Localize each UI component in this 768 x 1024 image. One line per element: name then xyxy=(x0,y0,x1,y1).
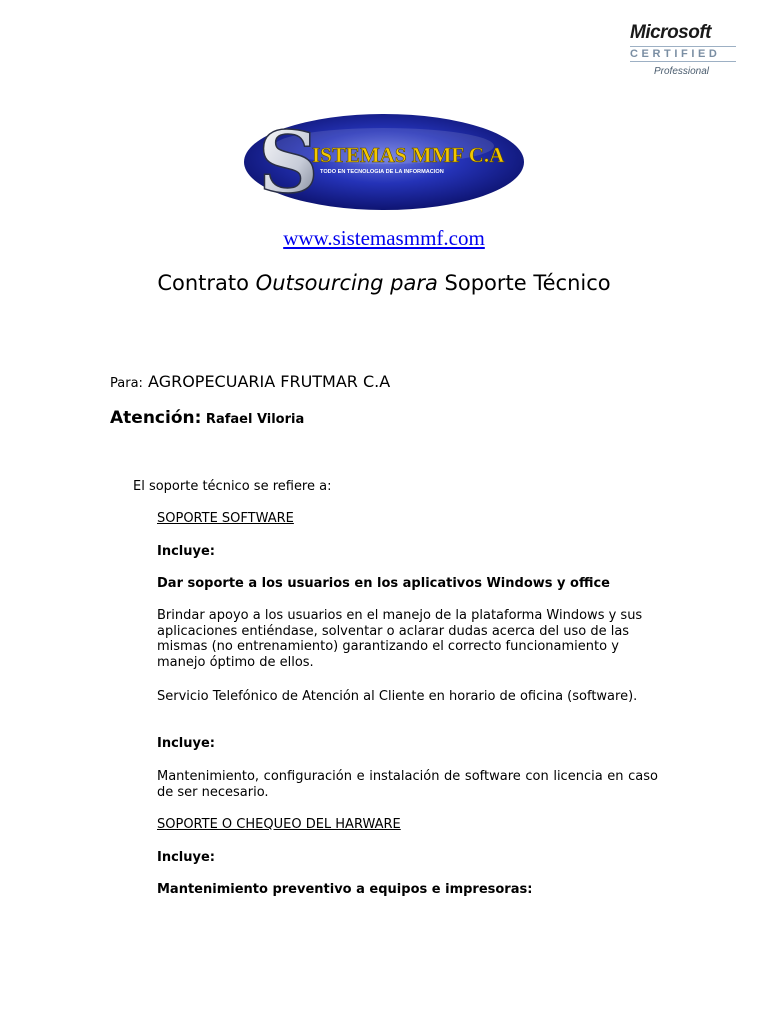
company-logo-graphic xyxy=(238,106,528,218)
intro-text: El soporte técnico se refiere a: xyxy=(133,479,332,494)
badge-brand: Microsoft xyxy=(630,22,711,43)
badge-level: Professional xyxy=(654,66,710,77)
attention-label: Atención: xyxy=(110,408,202,428)
title-part-3: Soporte Técnico xyxy=(437,271,611,295)
logo-initial: S xyxy=(258,113,319,212)
hardware-incluye: Incluye: xyxy=(157,850,215,865)
title-part-1: Contrato xyxy=(157,271,256,295)
software-incluye-2: Incluye: xyxy=(157,736,215,751)
software-heading: SOPORTE SOFTWARE xyxy=(157,511,294,526)
recipient-value: AGROPECUARIA FRUTMAR C.A xyxy=(142,372,391,391)
document-title xyxy=(140,270,628,296)
company-logo xyxy=(238,106,528,218)
title-part-2: Outsourcing para xyxy=(255,271,438,295)
hardware-subheading: Mantenimiento preventivo a equipos e impresoras: xyxy=(157,882,533,897)
microsoft-certified-badge xyxy=(628,22,740,80)
logo-tagline: TODO EN TECNOLOGIA DE LA INFORMACION xyxy=(320,169,444,175)
attention-line xyxy=(110,408,304,428)
recipient-colon: : xyxy=(138,376,143,391)
badge-certified: CERTIFIED xyxy=(630,46,736,62)
software-paragraph-2: Servicio Telefónico de Atención al Cliente en horario de oficina (software). xyxy=(157,689,638,704)
software-incluye-1: Incluye: xyxy=(157,544,215,559)
attention-value: Rafael Viloria xyxy=(201,412,305,427)
hardware-heading: SOPORTE O CHEQUEO DEL HARWARE xyxy=(157,817,401,832)
software-subheading: Dar soporte a los usuarios en los aplicativos Windows y office xyxy=(157,576,610,591)
software-paragraph-3: Mantenimiento, configuración e instalación de software con licencia en caso de ser necesario. xyxy=(157,769,658,800)
logo-name: ISTEMAS MMF C.A xyxy=(312,143,505,167)
software-paragraph-1: Brindar apoyo a los usuarios en el manejo de la plataforma Windows y sus aplicaciones entiéndase, solventar o aclarar dudas acerca del uso de las mismas (no entrenamiento) garantizando el correcto funcionamiento y manejo óptimo de ellos. xyxy=(157,608,643,670)
website-link[interactable]: www.sistemasmmf.com xyxy=(283,226,485,250)
recipient-label: Para xyxy=(110,376,139,391)
recipient-line xyxy=(110,372,390,391)
